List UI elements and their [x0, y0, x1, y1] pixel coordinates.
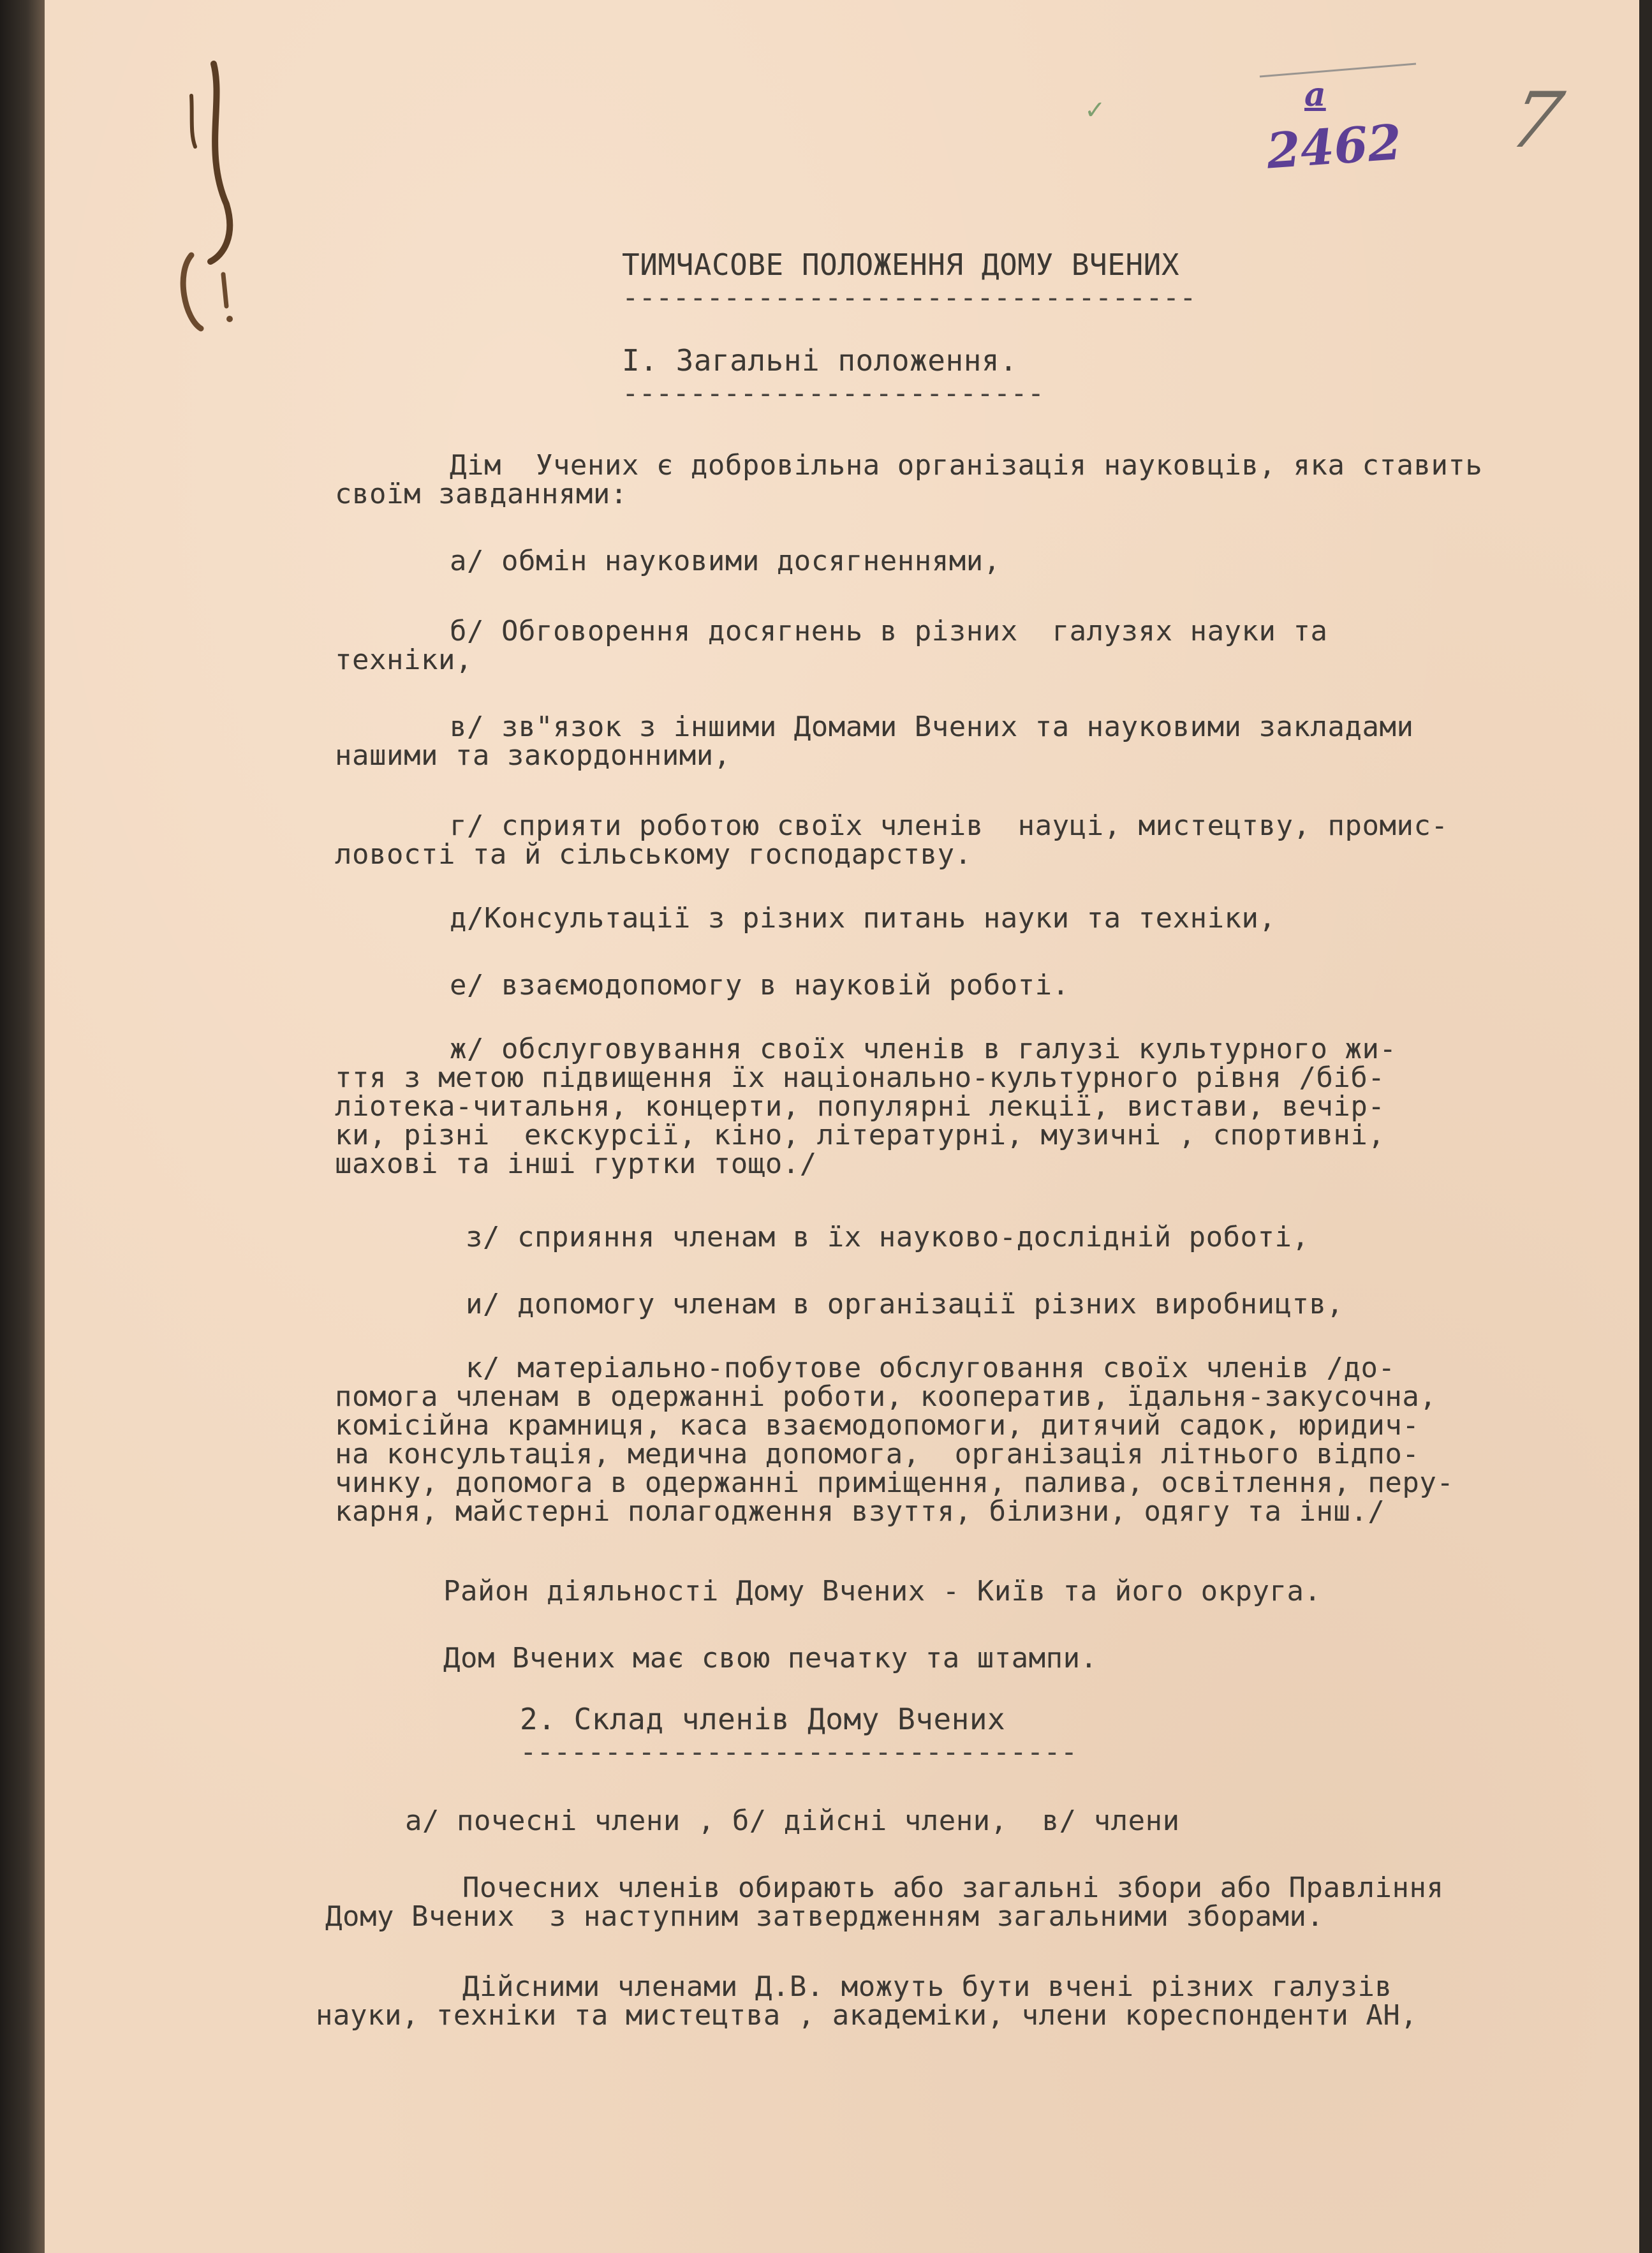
paragraph: Дом Вчених має свою печатку та штампи. — [443, 1642, 1098, 1674]
check-mark-icon: ✓ — [1084, 96, 1106, 125]
intro-text: своїм завданнями: — [335, 478, 628, 510]
document-title: ТИМЧАСОВЕ ПОЛОЖЕННЯ ДОМУ ВЧЕНИХ — [622, 247, 1180, 282]
list-item: б/ Обговорення досягнень в різних галузях науки та — [450, 615, 1328, 647]
archive-suffix: а — [1304, 75, 1326, 114]
list-item: ття з метою підвищення їх національно-культурного рівня /біб- — [335, 1061, 1385, 1094]
section-underline: ------------------------- — [622, 380, 1045, 408]
pencil-mark-icon — [153, 51, 281, 332]
paragraph: Район діяльності Дому Вчених - Київ та його округа. — [443, 1575, 1322, 1607]
list-item: в/ зв"язок з іншими Домами Вчених та науковими закладами — [450, 711, 1414, 743]
list-item: ловості та й сільському господарству. — [335, 838, 972, 871]
list-item: нашими та закордонними, — [335, 739, 731, 772]
list-item: на консультація, медична допомога, організація літнього відпо- — [335, 1438, 1420, 1470]
list-item: ки, різні екскурсії, кіно, літературні, музичні , спортивні, — [335, 1119, 1385, 1151]
list-item: карня, майстерні полагодження взуття, білизни, одягу та інш./ — [335, 1495, 1385, 1528]
list-item: е/ взаємодопомогу в науковій роботі. — [450, 969, 1070, 1001]
archive-underline-icon — [1257, 61, 1422, 80]
list-item: комісійна крамниця, каса взаємодопомоги, дитячий садок, юридич- — [335, 1409, 1420, 1442]
list-item: з/ сприяння членам в їх науково-дослідній роботі, — [466, 1221, 1309, 1253]
intro-text: Дім Учених є добровільна організація науковців, яка ставить — [450, 449, 1483, 482]
list-item: чинку, допомога в одержанні приміщення, палива, освітлення, перу- — [335, 1466, 1454, 1499]
list-item: шахові та інші гуртки тощо./ — [335, 1148, 817, 1180]
archive-number: 2462 — [1264, 114, 1404, 180]
list-item: ж/ обслуговування своїх членів в галузі культурного жи- — [450, 1033, 1397, 1065]
list-item: техніки, — [335, 644, 473, 676]
list-item: ліотека-читальня, концерти, популярні лекції, вистави, вечір- — [335, 1090, 1385, 1123]
list-item: помога членам в одержанні роботи, кооператив, їдальня-закусочна, — [335, 1380, 1437, 1413]
section-heading: I. Загальні положення. — [622, 343, 1018, 378]
list-item: и/ допомогу членам в організації різних виробництв, — [466, 1288, 1344, 1320]
paragraph: Дійсними членами Д.В. можуть бути вчені різних галузів — [462, 1970, 1392, 2003]
paragraph: Дому Вчених з наступним затвердженням загальними зборами. — [325, 1900, 1324, 1933]
scanner-edge — [0, 0, 45, 2253]
section-heading: 2. Склад членів Дому Вчених — [520, 1702, 1006, 1736]
list-item: д/Консультації з різних питань науки та техніки, — [450, 902, 1276, 934]
paragraph: Почесних членів обирають або загальні збори або Правління — [462, 1872, 1444, 1904]
paragraph: науки, техніки та мистецтва , академіки, члени кореспонденти АН, — [316, 1999, 1418, 2032]
list-item: к/ матеріально-побутове обслуговання своїх членів /до- — [466, 1352, 1396, 1384]
list-item: г/ сприяти роботою своїх членів науці, мистецтву, промис- — [450, 809, 1449, 842]
section-underline: --------------------------------- — [520, 1738, 1078, 1766]
list-item: а/ обмін науковими досягненнями, — [450, 545, 1001, 577]
folio-number: 7 — [1502, 77, 1570, 165]
document-page — [45, 0, 1639, 2253]
title-underline: ---------------------------------- — [622, 284, 1197, 312]
paragraph: а/ почесні члени , б/ дійсні члени, в/ члени — [405, 1805, 1180, 1837]
